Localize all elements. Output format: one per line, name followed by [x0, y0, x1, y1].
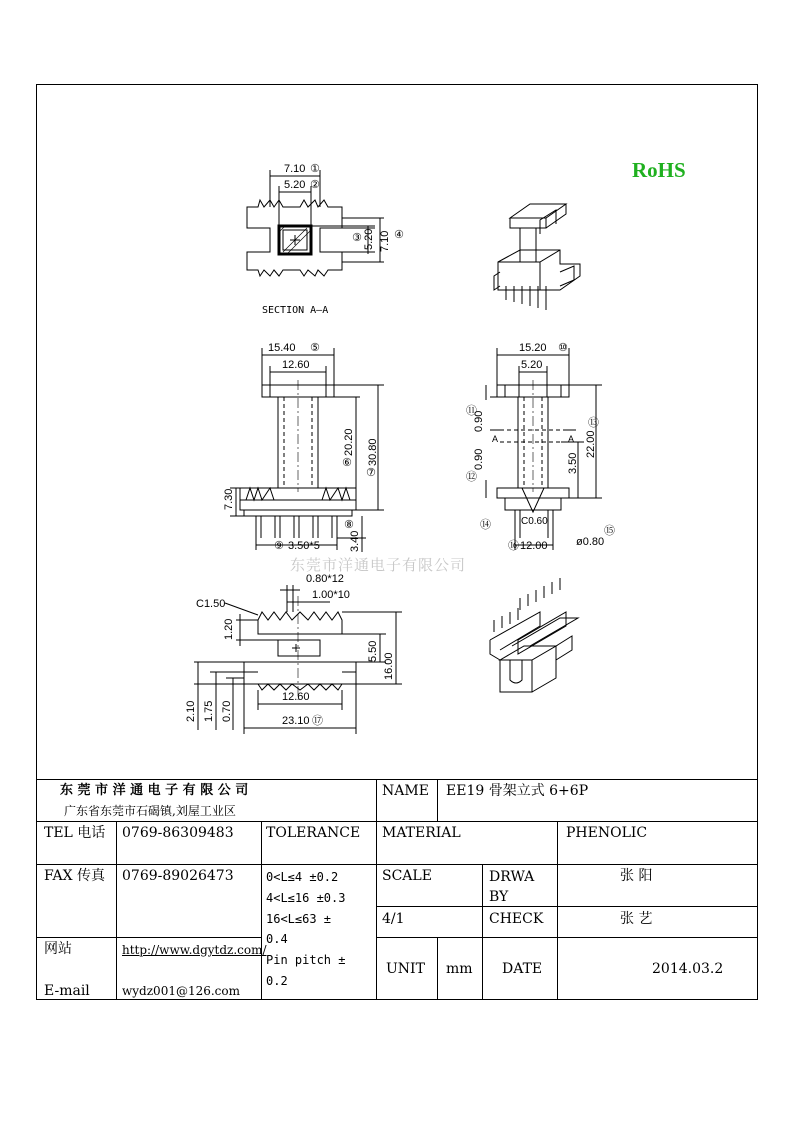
dim-0-80x12: 0.80*12 — [306, 573, 344, 585]
tel-value: 0769-86309483 — [122, 825, 234, 841]
isometric-view-top — [494, 204, 580, 310]
unit-label: UNIT — [386, 961, 425, 977]
dim-2-10: 2.10 — [185, 700, 197, 722]
section-mark-a-right: A — [568, 434, 575, 444]
front-view — [230, 348, 384, 552]
dim-5-20-side: 5.20 — [521, 359, 543, 371]
date-value: 2014.03.2 — [652, 961, 724, 977]
ref-circle-11: ⑪ — [466, 405, 477, 417]
name-value: EE19 骨架立式 6+6P — [446, 783, 589, 799]
dim-3-50x5: 3.50*5 — [288, 540, 320, 552]
dim-3-50: 3.50 — [567, 452, 579, 474]
email-value: wydz001@126.com — [122, 984, 241, 998]
ref-circle-1: ① — [310, 163, 320, 175]
ref-circle-5: ⑤ — [310, 342, 320, 354]
dim-0-70: 0.70 — [221, 700, 233, 722]
ref-circle-13: ⑬ — [588, 417, 599, 429]
ref-circle-12: ⑫ — [466, 471, 477, 483]
tolerance-line-1: 0<L≤4 ±0.2 — [266, 870, 339, 884]
ref-circle-7: ⑦ — [366, 467, 376, 479]
dim-7-30: 7.30 — [223, 488, 235, 510]
ref-circle-8: ⑧ — [344, 519, 354, 531]
company-name: 东 莞 市 洋 通 电 子 有 限 公 司 — [60, 783, 249, 798]
check-value: 张 艺 — [620, 911, 653, 927]
dim-5-20-vertical: 5.20 — [363, 228, 375, 250]
dim-dia-0-80: ø0.80 — [576, 536, 605, 548]
website-label: 网站 — [44, 941, 72, 957]
ref-circle-14: ⑭ — [480, 519, 491, 531]
dim-1-75: 1.75 — [203, 700, 215, 722]
dim-3-40: 3.40 — [349, 530, 361, 552]
dim-23-10: 23.10 — [282, 715, 310, 727]
dim-7-10-vertical: 7.10 — [379, 230, 391, 252]
tolerance-label: TOLERANCE — [266, 825, 361, 841]
tolerance-line-4: 0.4 — [266, 932, 288, 946]
section-label: SECTION A—A — [262, 305, 329, 316]
dim-12-00: 12.00 — [520, 540, 548, 552]
unit-value: mm — [446, 961, 473, 977]
dim-1-20: 1.20 — [223, 618, 235, 640]
date-label: DATE — [502, 961, 543, 977]
dim-7-10: 7.10 — [284, 163, 306, 175]
ref-circle-15: ⑮ — [604, 525, 615, 537]
tolerance-line-2: 4<L≤16 ±0.3 — [266, 891, 346, 905]
isometric-view-bottom — [490, 578, 578, 692]
watermark: 东莞市洋通电子有限公司 — [290, 556, 467, 574]
ref-circle-16: ⑯ — [508, 540, 519, 552]
dim-5-50: 5.50 — [367, 640, 379, 662]
material-label: MATERIAL — [382, 825, 461, 841]
tel-label: TEL 电话 — [44, 825, 106, 841]
drawn-by-label: DRWA BY — [489, 869, 535, 905]
company-address: 广东省东莞市石碣镇,刘屋工业区 — [64, 804, 236, 818]
website-link[interactable]: http://www.dgytdz.com/ — [122, 943, 267, 957]
email-label: E-mail — [44, 983, 90, 999]
chamfer-c1-50: C1.50 — [196, 598, 226, 610]
ref-circle-9: ⑨ — [274, 540, 284, 552]
ref-circle-3: ③ — [352, 232, 362, 244]
scale-value: 4/1 — [382, 911, 405, 927]
dim-1-00x10: 1.00*10 — [312, 589, 350, 601]
dim-5-20: 5.20 — [284, 179, 306, 191]
tolerance-line-3: 16<L≤63 ± — [266, 912, 332, 926]
ref-circle-17: ⑰ — [312, 715, 323, 727]
dim-12-60: 12.60 — [282, 359, 310, 371]
rohs-badge: RoHS — [632, 158, 686, 182]
dim-22-00: 22.00 — [585, 430, 597, 458]
ref-circle-4: ④ — [394, 229, 404, 241]
dim-12-60-bottom: 12.60 — [282, 691, 310, 703]
tolerance-line-5: Pin pitch ± — [266, 953, 346, 967]
fax-value: 0769-89026473 — [122, 868, 234, 884]
ref-circle-6: ⑥ — [342, 457, 352, 469]
check-label: CHECK — [489, 911, 544, 927]
dim-0-90-top: 0.90 — [473, 410, 485, 432]
dim-20-20: 20.20 — [343, 428, 355, 456]
material-value: PHENOLIC — [566, 825, 648, 841]
dim-15-20: 15.20 — [519, 342, 547, 354]
scale-label: SCALE — [382, 868, 432, 884]
chamfer-c0-60: C0.60 — [521, 516, 548, 527]
fax-label: FAX 传真 — [44, 868, 106, 884]
section-mark-a-left: A — [492, 434, 499, 444]
dim-16-00: 16.00 — [383, 652, 395, 680]
tolerance-line-6: 0.2 — [266, 974, 288, 988]
dim-0-90-bottom: 0.90 — [473, 448, 485, 470]
name-label: NAME — [382, 783, 429, 799]
dim-30-80: 30.80 — [367, 438, 379, 466]
ref-circle-2: ② — [310, 179, 320, 191]
drawn-by-value: 张 阳 — [620, 868, 653, 884]
ref-circle-10: ⑩ — [558, 342, 568, 354]
dim-15-40: 15.40 — [268, 342, 296, 354]
